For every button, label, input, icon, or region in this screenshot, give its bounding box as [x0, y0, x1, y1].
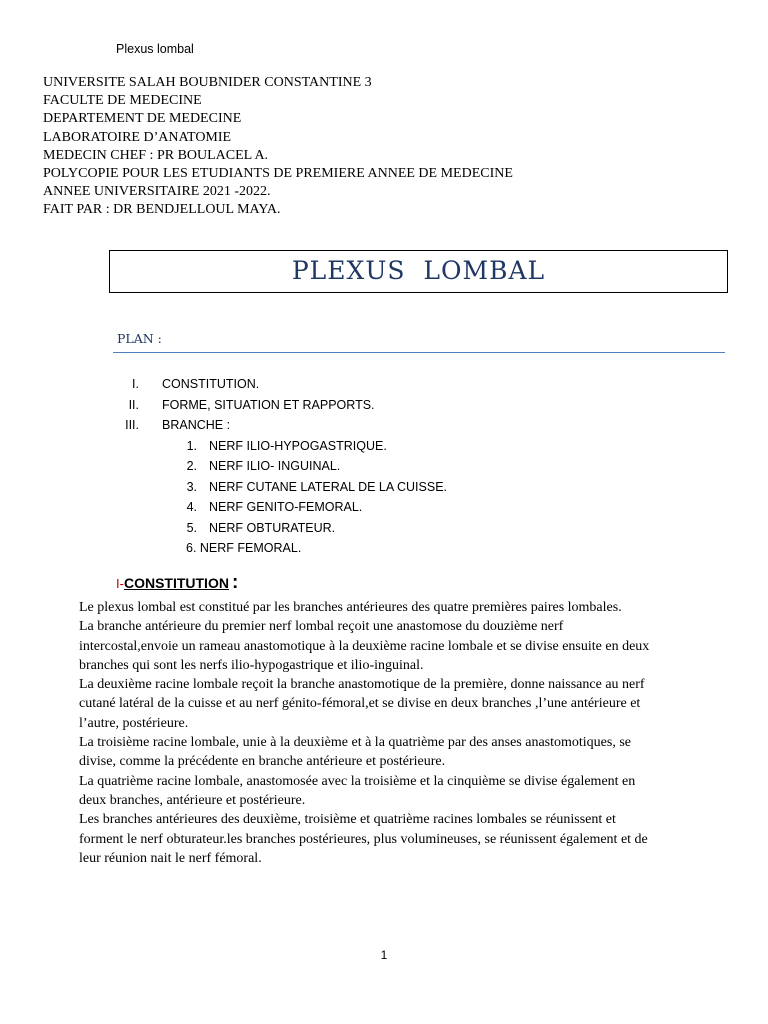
- section-title: CONSTITUTION: [123, 575, 229, 591]
- header-line-laboratory: LABORATOIRE D’ANATOMIE: [43, 129, 232, 145]
- body-line: La deuxième racine lombale reçoit la branche anastomotique de la première, donne naissance au nerf: [79, 677, 645, 693]
- body-line: La troisième racine lombale, unie à la deuxième et à la quatrième par des anses anastomotiques, se: [79, 735, 632, 751]
- plan-item-text: BRANCHE :: [162, 418, 231, 432]
- body-line: Le plexus lombal est constitué par les branches antérieures des quatre premières paires lombales.: [79, 600, 622, 615]
- body-line: branches qui sont les nerfs ilio-hypogastrique et ilio-inguinal.: [79, 657, 424, 673]
- plan-subitem-number: 5.: [186, 520, 197, 535]
- header-line-polycopy: POLYCOPIE POUR LES ETUDIANTS DE PREMIERE ANNEE DE MEDECINE: [43, 166, 513, 182]
- header-line-department: DEPARTEMENT DE MEDECINE: [43, 111, 242, 127]
- page-number: 1: [380, 948, 388, 962]
- header-line-chief: MEDECIN CHEF : PR BOULACEL A.: [43, 147, 269, 163]
- plan-divider: [113, 352, 725, 353]
- section-body: [79, 598, 719, 868]
- plan-subitem-text: NERF OBTURATEUR.: [209, 520, 336, 535]
- plan-item-number: II.: [128, 397, 139, 412]
- body-line: l’autre, postérieure.: [79, 715, 189, 731]
- plan-item-number: III.: [125, 418, 139, 432]
- header-line-year: ANNEE UNIVERSITAIRE 2021 -2022.: [43, 184, 271, 200]
- plan-subitem-number: 4.: [186, 500, 197, 514]
- section-colon: :: [231, 572, 239, 593]
- plan-item-text: CONSTITUTION.: [162, 377, 260, 391]
- header-line-university: UNIVERSITE SALAH BOUBNIDER CONSTANTINE 3: [43, 75, 372, 90]
- plan-subitem-text: 6. NERF FEMORAL.: [186, 541, 302, 555]
- plan-subitem-text: NERF CUTANE LATERAL DE LA CUISSE.: [209, 479, 448, 494]
- header-line-author: FAIT PAR : DR BENDJELLOUL MAYA.: [43, 202, 281, 218]
- body-line: deux branches, antérieure et postérieure.: [79, 792, 306, 808]
- running-header: Plexus lombal: [116, 42, 194, 56]
- body-line: forment le nerf obturateur.les branches postérieures, plus volumineuses, se réunissent également et de: [79, 831, 648, 847]
- body-line: La quatrième racine lombale, anastomosée avec la troisième et la cinquième se divise également en: [79, 773, 636, 789]
- title-box: [109, 250, 728, 293]
- plan-subitem-text: NERF ILIO-HYPOGASTRIQUE.: [209, 438, 387, 453]
- header-line-faculty: FACULTE DE MEDECINE: [43, 93, 202, 109]
- body-line: divise, comme la précédente en branche antérieure et postérieure.: [79, 754, 446, 770]
- section-number: I-: [116, 576, 124, 591]
- institution-header: [43, 74, 513, 220]
- plan-subitem-number: 1.: [186, 438, 197, 453]
- plan-subitem-text: NERF ILIO- INGUINAL.: [209, 459, 341, 473]
- plan-subitem-text: NERF GENITO-FEMORAL.: [209, 500, 363, 514]
- body-line: intercostal,envoie un rameau anastomotique à la deuxième racine lombale et se divise ensuite en deux: [79, 638, 650, 654]
- body-line: leur réunion nait le nerf fémoral.: [79, 850, 262, 866]
- plan-item-text: FORME, SITUATION ET RAPPORTS.: [162, 397, 375, 412]
- plan-subitem-number: 3.: [186, 479, 197, 494]
- body-line: Les branches antérieures des deuxième, troisième et quatrième racines lombales se réunissent et: [79, 812, 616, 828]
- section-heading: [116, 572, 238, 594]
- plan-subitem-number: 2.: [186, 459, 197, 473]
- plan-heading: PLAN :: [117, 331, 162, 346]
- body-line: La branche antérieure du premier nerf lombal reçoit une anastomose du douzième nerf: [79, 619, 564, 635]
- document-title: PLEXUS LOMBAL: [291, 256, 546, 285]
- plan-item-number: I.: [132, 377, 139, 391]
- body-line: cutané latéral de la cuisse et au nerf génito-fémoral,et se divise en deux branches ,l’une antérieure et: [79, 696, 641, 712]
